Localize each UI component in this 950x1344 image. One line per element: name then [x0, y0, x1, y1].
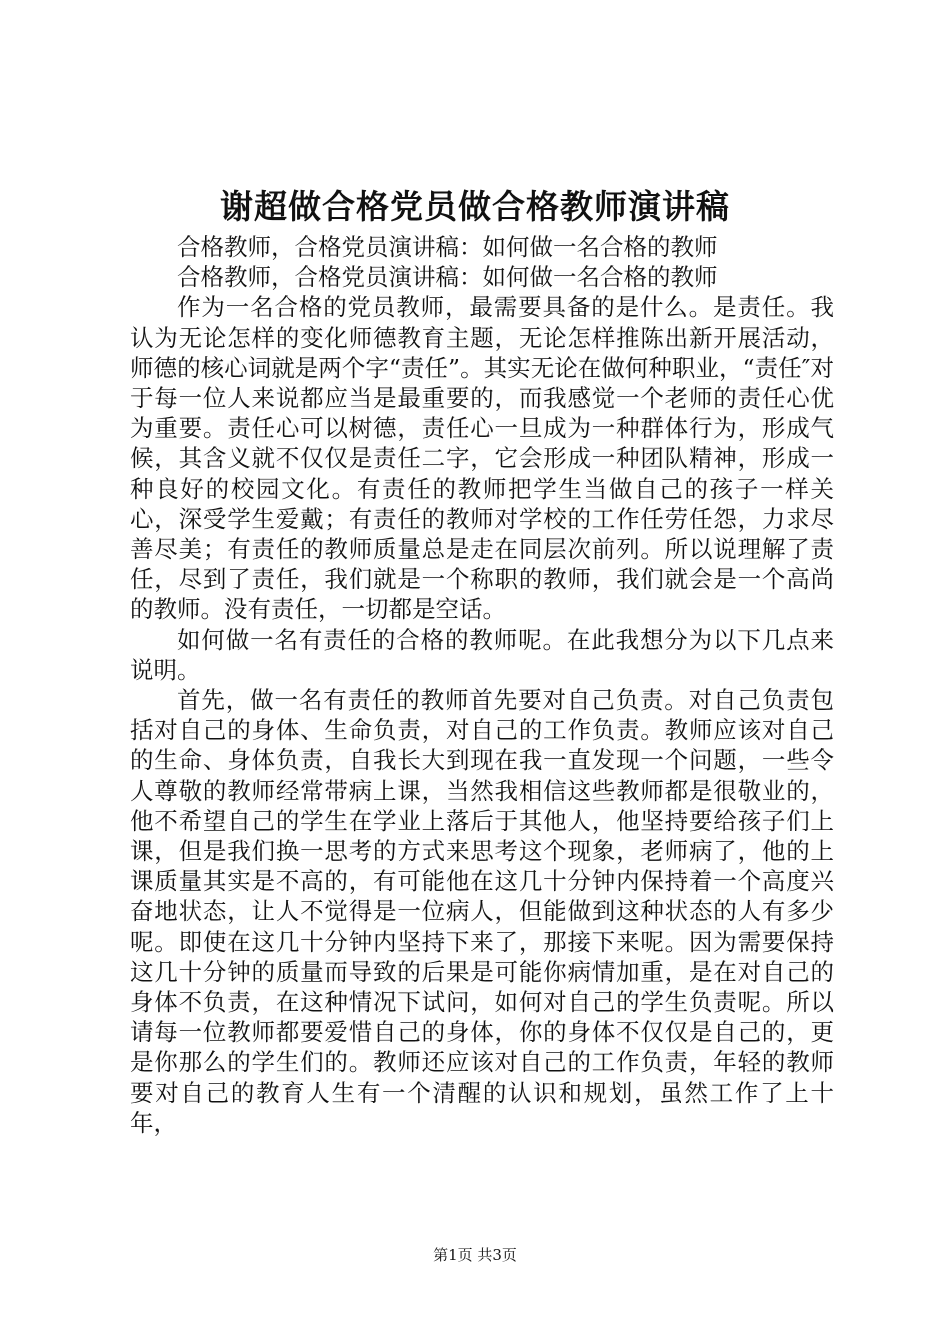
document-body — [130, 232, 834, 1138]
paragraph-how-to: 如何做一名有责任的合格的教师呢。在此我想分为以下几点来说明。 — [130, 625, 834, 684]
page-number-footer: 第1页 共3页 — [433, 1246, 517, 1264]
document-title: 谢超做合格党员做合格教师演讲稿 — [220, 187, 730, 226]
paragraph-subtitle-2: 合格教师，合格党员演讲稿：如何做一名合格的教师 — [177, 263, 718, 292]
paragraph-responsibility: 作为一名合格的党员教师，最需要具备的是什么。是责任。我认为无论怎样的变化师德教育主题，无论怎样推陈出新开展活动，师德的核心词就是两个字“责任”。其实无论在做何种职业，“责任″对于每一位人来说都应当是最重要的，而我感觉一个老师的责任心优为重要。责任心可以树德，责任心一旦成为一种群体行为，形成气候，其含义就不仅仅是责任二字，它会形成一种团队精神，形成一种良好的校园文化。有责任的教师把学生当做自己的孩子一样关心，深受学生爱戴；有责任的教师对学校的工作任劳任怨，力求尽善尽美；有责任的教师质量总是走在同层次前列。所以说理解了责任，尽到了责任，我们就是一个称职的教师，我们就会是一个高尚的教师。没有责任，一切都是空话。 — [130, 293, 834, 624]
paragraph-subtitle-1: 合格教师，合格党员演讲稿：如何做一名合格的教师 — [177, 233, 718, 261]
paragraph-first-point: 首先，做一名有责任的教师首先要对自己负责。对自己负责包括对自己的身体、生命负责，对自己的工作负责。教师应该对自己的生命、身体负责，自我长大到现在我一直发现一个问题，一些令人尊敬的教师经常带病上课，当然我相信这些教师都是很敬业的，他不希望自己的学生在学业上落后于其他人，他坚持要给孩子们上课，但是我们换一思考的方式来思考这个现象，老师病了，他的上课质量其实是不高的，有可能他在这几十分钟内保持着一个高度兴奋地状态，让人不觉得是一位病人，但能做到这种状态的人有多少呢。即使在这几十分钟内坚持下来了，那接下来呢。因为需要保持这几十分钟的质量而导致的后果是可能你病情加重，是在对自己的身体不负责，在这种情况下试问，如何对自己的学生负责呢。所以请每一位教师都要爱惜自己的身体，你的身体不仅仅是自己的，更是你那么的学生们的。教师还应该对自己的工作负责，年轻的教师要对自己的教育人生有一个清醒的认识和规划，虽然工作了上十年， — [130, 686, 834, 1137]
